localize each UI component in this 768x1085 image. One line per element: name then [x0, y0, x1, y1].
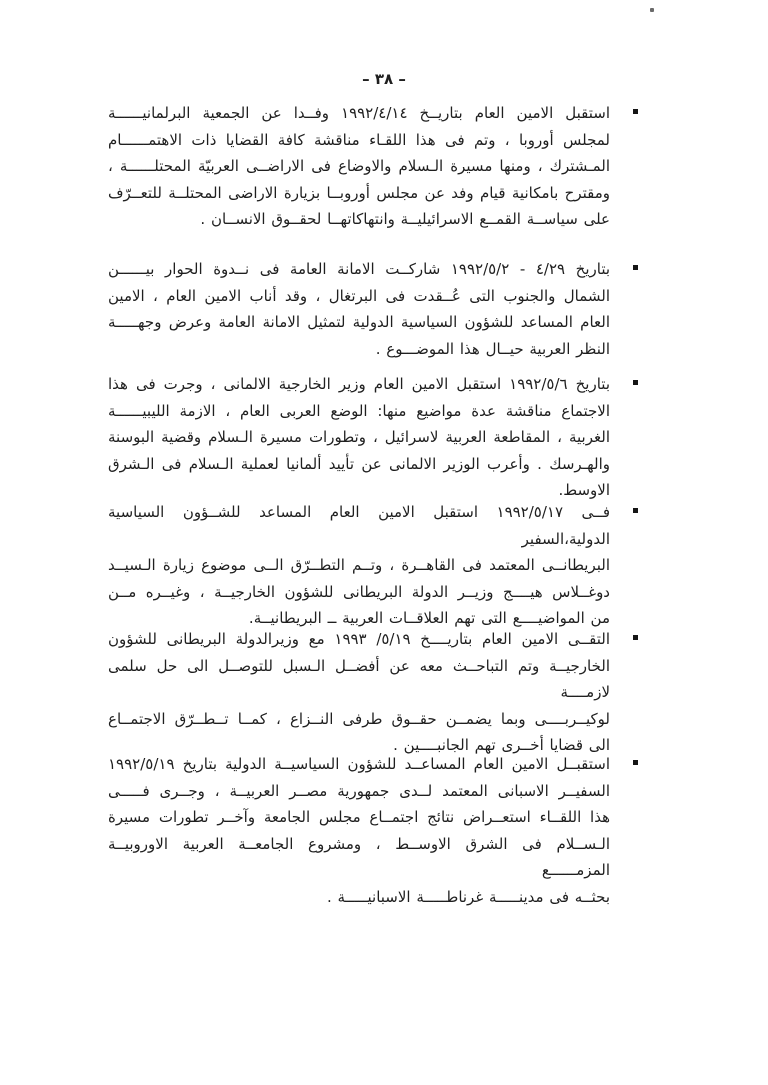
paragraph-2-line-1: بتاريخ ٤/٢٩ - ١٩٩٢/٥/٢ شاركــت الامانة العامة فى نــدوة الحوار بيــــــن: [108, 260, 611, 278]
paragraph-3-line-3: الغربية ، المقاطعة العربية لاسرائيل ، وتطورات مسيرة الـسلام وقضية البوسنة: [108, 428, 610, 446]
paragraph-2-line-2: الشمال والجنوب التى عُــقدت فى البرتغال ، وقد أناب الامين العام ، الامين: [108, 286, 610, 305]
paragraph-1-line-4: ومقترح بامكانية قيام وفد عن مجلس أوروبــا بزيارة الاراضى المحتلــة للتعــرّف: [108, 183, 610, 202]
bullet-marker: [633, 760, 638, 765]
bullet-marker: [633, 265, 638, 270]
paragraph-1-line-2: لمجلس أوروبا ، وتم فى هذا اللقـاء مناقشة كافة القضايا ذات الاهتمــــــام: [108, 130, 610, 149]
paragraph-4: [108, 499, 610, 632]
paragraph-1-line-3: المـشترك ، ومنها مسيرة الـسلام والاوضاع فى الاراضــى العربيّة المحتلــــــة ،: [108, 157, 610, 175]
paragraph-5: [108, 626, 610, 759]
bullet-marker: [633, 109, 638, 114]
paragraph-3-line-1: بتاريخ ١٩٩٢/٥/٦ استقبل الامين العام وزير الخارجية الالمانى ، وجرت فى هذا: [108, 375, 610, 393]
paragraph-6-line-2: السفيــر الاسبانى المعتمد لــدى جمهورية مصــر العربيــة ، وجــرى فـــــى: [108, 781, 610, 800]
paragraph-5-line-2: الخارجيــة وتم التباحــث معه عن أفضــل الـسبل للتوصــل الى حل سلمى لازمــــة: [108, 656, 610, 701]
scan-speck-artifact: [650, 8, 654, 12]
paragraph-3-line-2: الاجتماع مناقشة عدة مواضيع منها: الوضع العربى العام ، الازمة الليبيــــــة: [108, 401, 610, 420]
paragraph-6-line-3: هذا اللقــاء استعــراض نتائج اجتمــاع مجلس الجامعة وآخــر تطورات مسيرة: [108, 808, 610, 826]
paragraph-6-line-4: الـســلام فى الشرق الاوســط ، ومشروع الجامعــة العربية الاوروبيــة المزمــــــع: [108, 834, 610, 879]
bullet-marker: [633, 380, 638, 385]
paragraph-2: [108, 256, 610, 362]
page-number: – ٣٨ –: [362, 70, 406, 88]
paragraph-5-line-3: لوكيــربــــى وبما يضمــن حقــوق طرفى النــزاع ، كمــا تــطــرّق الاجتمــاع: [108, 709, 610, 728]
paragraph-6-line-1: استقبــل الامين العام المساعــد للشؤون السياسيــة الدولية بتاريخ ١٩٩٢/٥/١٩: [108, 755, 610, 773]
paragraph-6-line-5: بحثــه فى مدينـــــة غرناطـــــة الاسبانيـــــة .: [326, 887, 610, 906]
paragraph-6: [108, 751, 610, 910]
paragraph-3: [108, 371, 610, 504]
paragraph-1-line-1: استقبل الامين العام بتاريــخ ١٩٩٢/٤/١٤ وفــدا عن الجمعية البرلمانيــــــة: [108, 104, 610, 122]
paragraph-1: [108, 100, 610, 233]
bullet-marker: [633, 508, 638, 513]
paragraph-1-line-5: على سياســة القمــع الاسرائيليــة وانتهاكاتهــا لحقــوق الانســان .: [200, 210, 610, 228]
paragraph-4-line-2: البريطانــى المعتمد فى القاهــرة ، وتــم التطــرّق الــى موضوع زيارة الـسيــد: [108, 556, 610, 574]
paragraph-5-line-4: الى قضايا أخــرى تهم الجانبــــين .: [393, 736, 610, 754]
paragraph-3-line-4: والهـرسك . وأعرب الوزير الالمانى عن تأييد ألمانيا لعملية الـسلام فى الـشرق: [108, 454, 610, 473]
paragraph-4-line-1: فــى ١٩٩٢/٥/١٧ استقبل الامين العام المساعد للشــؤون السياسية الدولية،السفير: [108, 503, 610, 548]
paragraph-2-line-3: العام المساعد للشؤون السياسية الدولية لتمثيل الامانة العامة وعرض وجهـــــة: [108, 313, 610, 331]
bullet-marker: [633, 635, 638, 640]
paragraph-3-line-5: الاوسط.: [558, 481, 610, 499]
paragraph-5-line-1: التقــى الامين العام بتاريــــخ ٥/١٩/ ١٩٩٣ مع وزيرالدولة البريطانى للشؤون: [108, 630, 610, 648]
paragraph-4-line-3: دوغــلاس هيــــج وزيــر الدولة البريطانى للشؤون الخارجيــة ، وغيــره مــن: [108, 582, 610, 601]
paragraph-4-line-4: من المواضيــــع التى تهم العلاقــات العربية ــ البريطانيــة.: [248, 609, 610, 627]
paragraph-2-line-4: النظر العربية حيــال هذا الموضـــوع .: [375, 339, 610, 358]
